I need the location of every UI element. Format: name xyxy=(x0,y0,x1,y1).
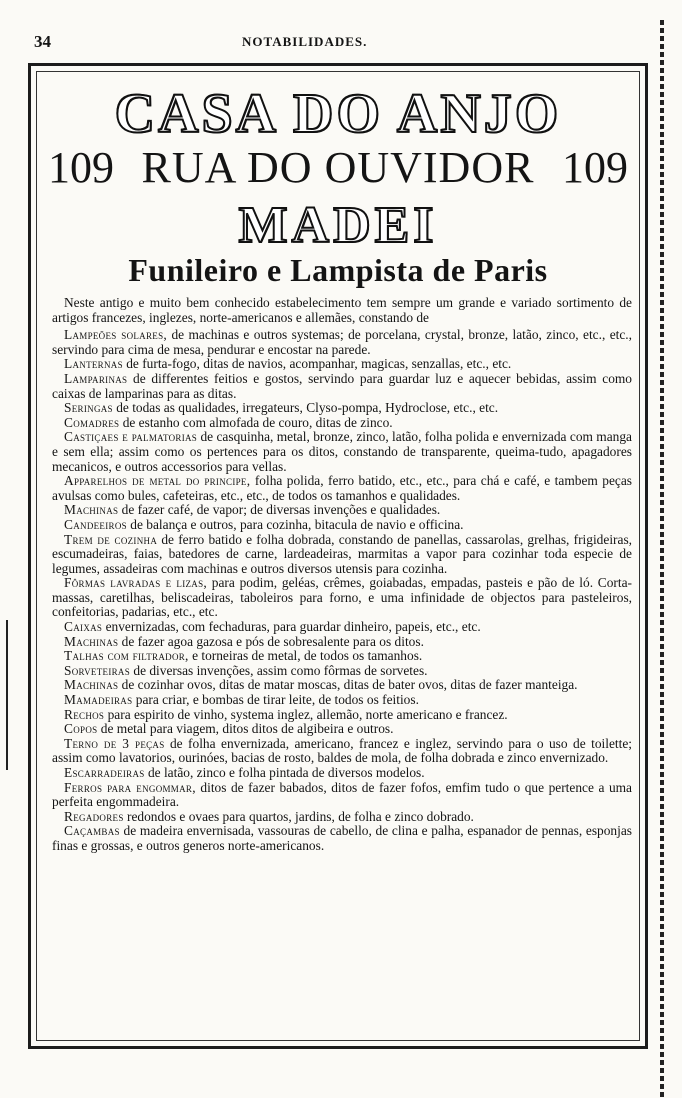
product-entry xyxy=(52,664,632,679)
street-number-left: 109 xyxy=(48,143,114,192)
product-entry-text: de cozinhar ovos, ditas de matar moscas, ditas de bater ovos, ditas de fazer manteiga. xyxy=(118,677,578,693)
product-entry-text: de fazer café, de vapor; de diversas invenções e qualidades. xyxy=(118,502,441,518)
product-entry xyxy=(52,372,632,401)
product-entry xyxy=(52,416,632,431)
product-entry-text: de fazer agoa gazosa e pós de sobresalente para os ditos. xyxy=(118,633,424,649)
product-entry-head: Copos xyxy=(64,721,98,737)
product-entry xyxy=(52,810,632,825)
product-list xyxy=(52,328,632,853)
running-title: NOTABILIDADES. xyxy=(242,34,368,49)
product-entry-text: de madeira envernisada, vassouras de cabello, de clina e palha, espanador de pennas, esponjas finas e grossas, e outros generos norte-americanos. xyxy=(52,823,632,853)
proprietor-name: MADEI xyxy=(238,197,438,254)
product-entry xyxy=(52,533,632,577)
trade-title: Funileiro e Lampista de Paris xyxy=(128,252,548,288)
product-entry-text: para espirito de vinho, systema inglez, allemão, norte americano e francez. xyxy=(104,706,508,722)
product-entry-head: Seringas xyxy=(64,400,113,416)
product-entry-text: de metal para viagem, ditos ditos de algibeira e outros. xyxy=(97,721,394,737)
product-entry-text: de differentes feitios e gostos, servindo para guardar luz e aquecer bebidas, assim como caixas de lamparinas para as ditas. xyxy=(52,370,632,401)
product-entry-text: para podim, geléas, crêmes, goiabadas, empadas, pasteis e pão de ló. Corta-massas, caretilhas, beliscadeiras, taboleiros para forno, e uma infinidade de objectos para pasteleiros, confeitorias, padarias, etc., etc. xyxy=(52,575,632,620)
product-entry-text: de folha envernizada, americano, francez e inglez, servindo para o uso de toilette; assim como lavatorios, ourinóes, bacias de rosto, baldes de mola, de folha dobrada e zinco envernizado. xyxy=(52,735,632,766)
product-entry-text: ditos de fazer babados, ditos de fazer fofos, emfim tudo o que pertence a uma perfeita engommadeira. xyxy=(52,779,633,810)
product-entry xyxy=(52,781,632,810)
product-entry xyxy=(52,503,632,518)
product-entry-text: de furta-fogo, ditas de navios, acompanhar, magicas, senzallas, etc., etc. xyxy=(122,356,512,372)
product-entry-head: Caçambas xyxy=(64,823,120,839)
product-entry-text: de casquinha, metal, bronze, zinco, latão, folha polida e envernizada com manga e sem ella; assim como os pertences para os ditos, constando de transparente, queima-tudo, apagadores mecanicos, e outros accessorios para vellas. xyxy=(52,429,632,474)
product-entry-head: Machinas xyxy=(64,633,119,649)
product-entry-head: Caixas xyxy=(64,619,103,635)
product-entry-text: de latão, zinco e folha pintada de diversos modelos. xyxy=(144,765,425,780)
product-entry xyxy=(52,576,632,620)
product-entry-head: Fôrmas lavradas e lizas, xyxy=(64,575,208,591)
intro-paragraph: Neste antigo e muito bem conhecido estabelecimento tem sempre um grande e variado sortimento de artigos francezes, inglezes, norte-americanos e allemães, constando de xyxy=(52,295,632,325)
product-entry-text: de ferro batido e folha dobrada, constando de panellas, cassarolas, grelhas, frigideiras, escumadeiras, faias, batedores de carne, lardeadeiras, marmitas a vapor para cozinhar toda especie de legumes, assadeiras com machinas e outros diversos utensis para cozinha. xyxy=(52,531,633,576)
product-entry xyxy=(52,693,632,708)
product-entry-head: Lanternas xyxy=(64,356,123,372)
product-entry-text: de todas as qualidades, irregateurs, Clyso-pompa, Hydroclose, etc., etc. xyxy=(112,400,499,416)
product-entry-text: de estanho com almofada de couro, ditas de zinco. xyxy=(119,414,393,430)
product-entry-head: Talhas com filtrador, xyxy=(64,648,189,664)
product-entry xyxy=(52,678,632,693)
product-entry-head: Trem de cozinha xyxy=(64,531,158,547)
product-entry-head: Terno de 3 peças xyxy=(64,735,165,751)
product-entry xyxy=(52,620,632,635)
product-entry-head: Rechos xyxy=(64,706,105,722)
product-entry-head: Lamparinas xyxy=(64,370,128,386)
product-entry xyxy=(52,430,632,474)
product-entry xyxy=(52,766,632,781)
street-number-right: 109 xyxy=(562,143,628,192)
product-entry-head: Machinas xyxy=(64,677,119,693)
product-entry-head: Comadres xyxy=(64,414,120,430)
product-entry xyxy=(52,649,632,664)
product-entry-head: Candeeiros xyxy=(64,516,127,532)
page-edge-rule xyxy=(660,20,664,1098)
product-entry-head: Regadores xyxy=(64,808,124,824)
product-entry xyxy=(52,328,632,357)
product-entry-text: envernizadas, com fechaduras, para guardar dinheiro, papeis, etc., etc. xyxy=(102,619,481,635)
product-entry-text: de balança e outros, para cozinha, bitacula de navio e officina. xyxy=(126,516,464,532)
address-line xyxy=(40,142,636,194)
product-entry-head: Machinas xyxy=(64,502,119,518)
left-margin-rule xyxy=(6,620,8,770)
product-entry xyxy=(52,708,632,723)
page-number: 34 xyxy=(34,32,51,51)
product-entry-head: Mamadeiras xyxy=(64,692,133,708)
product-entry xyxy=(52,722,632,737)
product-entry xyxy=(52,518,632,533)
product-entry-text: e torneiras de metal, de todos os tamanhos. xyxy=(188,648,423,664)
product-entry-text: folha polida, ferro batido, etc., etc., para chá e café, e tambem peças avulsas como bules, cafeteiras, etc., etc., de todos os tamanhos e qualidades. xyxy=(52,473,632,503)
product-entry-head: Sorveteiras xyxy=(64,662,131,678)
advert-body xyxy=(52,296,632,854)
product-entry-text: para criar, e bombas de tirar leite, de todos os feitios. xyxy=(132,692,419,708)
street-name: RUA DO OUVIDOR xyxy=(141,143,535,192)
product-entry-head: Escarradeiras xyxy=(64,765,145,780)
product-entry xyxy=(52,401,632,416)
product-entry xyxy=(52,357,632,372)
product-entry-text: de machinas e outros systemas; de porcelana, crystal, bronze, latão, zinco, etc., etc., servindo para cima de mesa, pendurar e encostar na parede. xyxy=(52,327,632,357)
product-entry xyxy=(52,737,632,766)
product-entry-head: Ferros para engommar, xyxy=(64,779,196,795)
product-entry-head: Castiçaes e palmatorias xyxy=(64,429,198,445)
product-entry-head: Apparelhos de metal do principe, xyxy=(64,473,251,489)
page-header xyxy=(0,30,682,54)
shop-name: CASA DO ANJO xyxy=(114,83,562,145)
product-entry xyxy=(52,474,632,503)
product-entry xyxy=(52,635,632,650)
product-entry-head: Lampeões solares, xyxy=(64,327,168,343)
product-entry xyxy=(52,824,632,853)
product-entry-text: redondos e ovaes para quartos, jardins, de folha e zinco dobrado. xyxy=(123,808,474,824)
product-entry-text: de diversas invenções, assim como fôrmas de sorvetes. xyxy=(130,662,428,678)
